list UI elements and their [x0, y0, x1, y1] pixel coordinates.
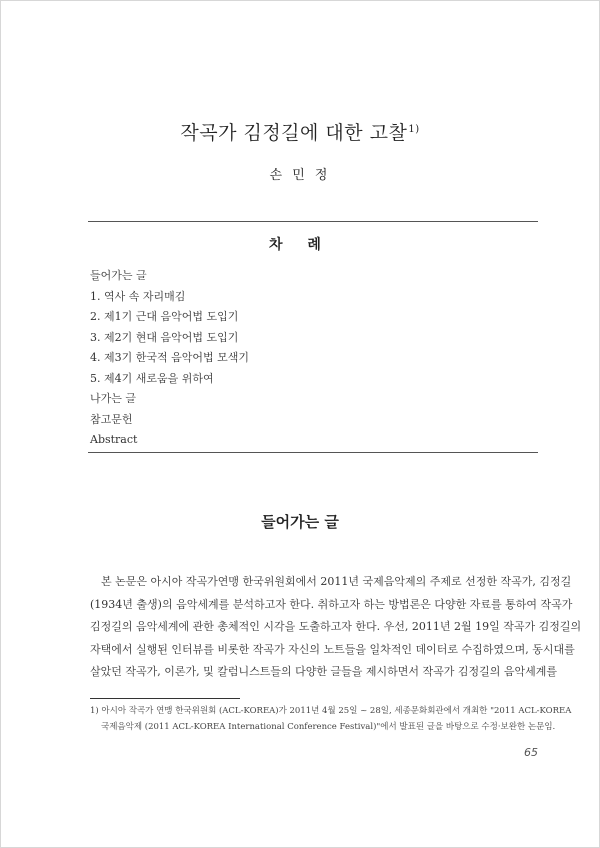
toc-item: 나가는 글	[90, 392, 137, 405]
footnote-line: 1) 아시아 작곡가 연맹 한국위원회 (ACL-KOREA)가 2011년 4월 25일 ~ 28일, 세종문화회관에서 개최한 "2011 ACL-KOREA	[90, 706, 572, 716]
body-paragraph	[90, 571, 582, 684]
toc-heading: 차 례	[269, 237, 331, 253]
article-title	[0, 118, 600, 145]
toc-item: 2. 제1기 근대 음악어법 도입기	[90, 310, 239, 323]
toc-item: 들어가는 글	[90, 269, 147, 282]
paragraph-line: 자택에서 실행된 인터뷰를 비롯한 작곡가 자신의 노트들을 일차적인 데이터로 수집하였으며, 동시대를	[90, 642, 575, 656]
toc-item: Abstract	[90, 433, 138, 446]
paragraph-line: 본 논문은 아시아 작곡가연맹 한국위원회에서 2011년 국제음악제의 주제로 선정한 작곡가, 김정길	[101, 575, 572, 588]
article-title-text: 작곡가 김정길에 대한 고찰	[180, 122, 408, 144]
paragraph-line: 살았던 작곡가, 이론가, 및 칼럼니스트들의 다양한 글들을 제시하면서 작곡가 김정길의 음악세계를	[90, 665, 557, 678]
footnote	[90, 703, 572, 735]
toc-item: 참고문헌	[90, 412, 133, 426]
author-name: 손 민 정	[269, 168, 331, 183]
toc-item: 4. 제3기 한국적 음악어법 모색기	[90, 351, 249, 364]
footnote-rule	[90, 698, 240, 699]
footnote-line: 국제음악제 (2011 ACL-KOREA International Conference Festival)"에서 발표된 글을 바탕으로 수정·보완한 논문임.	[101, 722, 556, 732]
paragraph-line: (1934년 출생)의 음악세계를 분석하고자 한다. 취하고자 하는 방법론은 다양한 자료를 통하여 작곡가	[90, 597, 573, 611]
toc-top-rule	[88, 221, 538, 222]
paragraph-line: 김정길의 음악세계에 관한 총체적인 시각을 도출하고자 한다. 우선, 2011년 2월 19일 작곡가 김정길의	[90, 620, 582, 633]
page-number: 65	[524, 746, 538, 759]
section-heading: 들어가는 글	[261, 513, 339, 531]
toc-item: 3. 제2기 현대 음악어법 도입기	[90, 330, 239, 344]
table-of-contents	[90, 266, 249, 451]
toc-item: 5. 제4기 새로움을 위하여	[90, 371, 214, 385]
title-footnote-marker[interactable]: 1)	[408, 123, 420, 135]
toc-bottom-rule	[88, 452, 538, 453]
toc-item: 1. 역사 속 자리매김	[90, 289, 186, 303]
